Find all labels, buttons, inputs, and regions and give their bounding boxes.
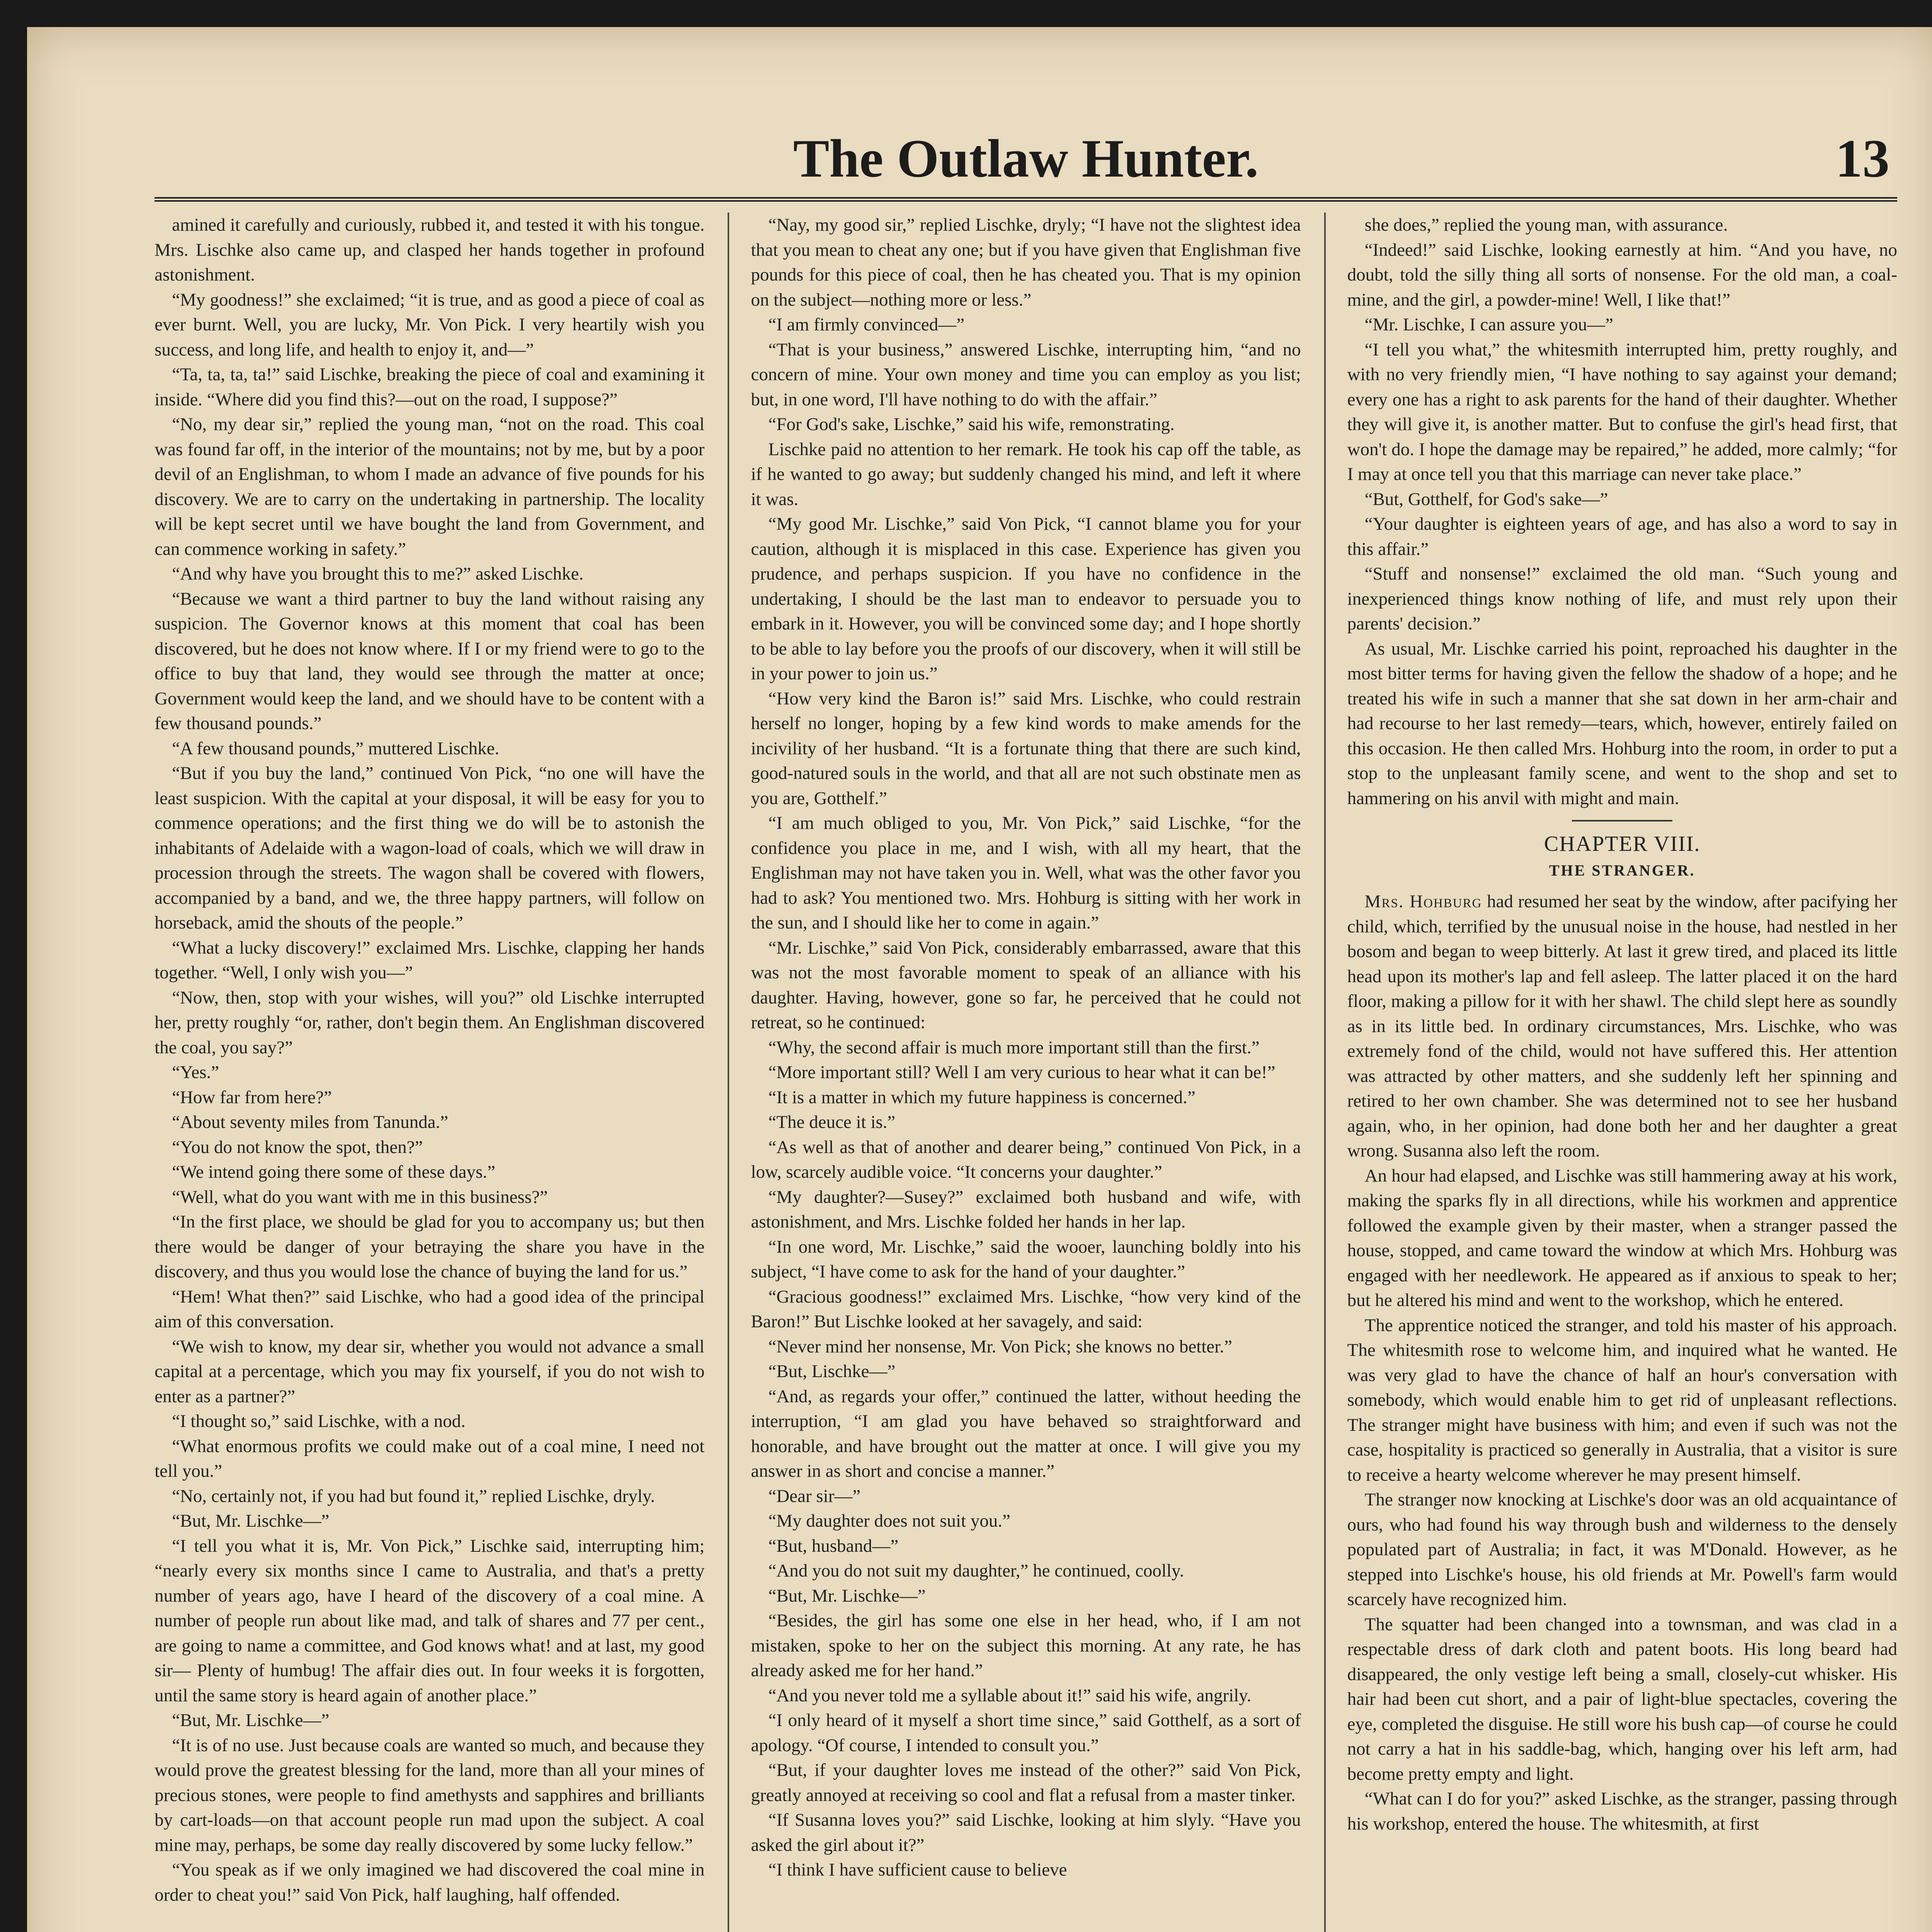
paragraph: “Why, the second affair is much more important still than the first.”: [768, 1037, 1260, 1058]
paragraph: “Now, then, stop with your wishes, will you?” old Lischke interrupted her, pretty roughly “or, rather, don't begin them. An Englishman discovered the coal, you say?”: [155, 987, 705, 1058]
paragraph: “Mr. Lischke, I can assure you—”: [1364, 315, 1614, 335]
page-number: 13: [1835, 129, 1889, 189]
column-3: [1324, 213, 1897, 1932]
paragraph: “But if you buy the land,” continued Von Pick, “no one will have the least suspicion. With the capital at your disposal, it will be easy for you to commence operations; and the first thing we do will be to astonish the inhabitants of Adelaide with a wagon-load of coals, which we will draw in procession through the streets. The wagon shall be covered with flowers, accompanied by a band, and we, the three happy partners, will follow on horseback, amid the shouts of the people.”: [155, 763, 705, 933]
paragraph: “And why have you brought this to me?” asked Lischke.: [172, 564, 584, 584]
paragraph: “Besides, the girl has some one else in her head, who, if I am not mistaken, spoke to her on the subject this morning. At any rate, he has already asked me for her hand.”: [751, 1611, 1301, 1680]
paragraph: “And you never told me a syllable about it!” said his wife, angrily.: [768, 1685, 1252, 1706]
paragraph: “In the first place, we should be glad for you to accompany us; but then there would be danger of your betraying the share you have in the discovery, and thus you would lose the chance of buying the land for us.”: [155, 1212, 705, 1282]
paragraph: “We wish to know, my dear sir, whether you would not advance a small capital at a percentage, which you may fix yourself, if you do not wish to enter as a partner?”: [155, 1336, 705, 1406]
paragraph: “I tell you what it is, Mr. Von Pick,” Lischke said, interrupting him; “nearly every six months since I came to Australia, and that's a pretty number of years ago, have I heard of the discovery of a coal mine. A number of people run about like mad, and talk of shares and 77 per cent., are going to name a committee, and God knows what! and at last, my good sir— Plenty of humbug! The affair dies out. In four weeks it is forgotten, until the same story is heard again of another place.”: [155, 1536, 705, 1706]
column-1: [155, 213, 704, 1932]
column-2: [728, 213, 1301, 1932]
running-title: The Outlaw Hunter.: [793, 129, 1259, 189]
paragraph: she does,” replied the young man, with assurance.: [1364, 215, 1728, 235]
chapter-heading: CHAPTER VIII.: [1544, 832, 1701, 856]
paragraph: “No, certainly not, if you had but found it,” replied Lischke, dryly.: [172, 1486, 655, 1506]
paragraph: “Well, what do you want with me in this business?”: [172, 1187, 548, 1207]
paragraph: “But, husband—”: [768, 1536, 899, 1556]
paragraph: “You do not know the spot, then?”: [172, 1137, 423, 1157]
paragraph: “But, Mr. Lischke—”: [172, 1710, 330, 1730]
paragraph: “For God's sake, Lischke,” said his wife, remonstrating.: [768, 414, 1175, 434]
paragraph: “In one word, Mr. Lischke,” said the wooer, launching boldly into his subject, “I have come to ask for the hand of your daughter.”: [751, 1236, 1301, 1282]
paragraph: “Ta, ta, ta, ta!” said Lischke, breaking the piece of coal and examining it inside. “Where did you find this?—out on the road, I suppose?”: [155, 364, 705, 410]
paragraph: “I tell you what,” the whitesmith interrupted him, pretty roughly, and with no very friendly mien, “I have nothing to say against your demand; every one has a right to ask parents for the hand of their daughter. Whether they will give it, is another matter. But to confuse the girl's head first, that won't do. I hope the damage may be repaired,” he added, more calmly; “for I may at once tell you that this marriage can never take place.”: [1347, 339, 1897, 484]
paragraph: “My good Mr. Lischke,” said Von Pick, “I cannot blame you for your caution, although it is misplaced in this case. Experience has given you prudence, and perhaps suspicion. If you have no confidence in the undertaking, I should be the last man to endeavor to persuade you to embark in it. However, you will be convinced some day; and I hope shortly to be able to lay before you the proofs of our discovery, when it will still be in your power to join us.”: [751, 514, 1301, 684]
paragraph: “No, my dear sir,” replied the young man, “not on the road. This coal was found far off, in the interior of the mountains; not by me, but by a poor devil of an Englishman, to whom I made an advance of five pounds for his discovery. We are to carry on the undertaking in partnership. The locality will be kept secret until we have bought the land from Government, and can commence working in safety.”: [155, 414, 705, 559]
paragraph: “How far from here?”: [172, 1087, 332, 1107]
paragraph: “Nay, my good sir,” replied Lischke, dryly; “I have not the slightest idea that you mean to cheat any one; but if you have given that Englishman five pounds for this piece of coal, then he has cheated you. That is my opinion on the subject—nothing more or less.”: [751, 215, 1301, 310]
paragraph: amined it carefully and curiously, rubbed it, and tested it with his tongue. Mrs. Lischke also came up, and clasped her hands together in profound astonishment.: [155, 215, 705, 285]
paragraph: “As well as that of another and dearer being,” continued Von Pick, in a low, scarcely audible voice. “It concerns your daughter.”: [751, 1137, 1301, 1182]
paragraph: “What a lucky discovery!” exclaimed Mrs. Lischke, clapping her hands together. “Well, I only wish you—”: [155, 937, 705, 983]
paragraph: “Because we want a third partner to buy the land without raising any suspicion. The Governor knows at this moment that coal has been discovered, but he does not know where. If I or my friend were to go to the office to buy that land, they would see through the matter at once; Government would keep the land, and we should have to be content with a few thousand pounds.”: [155, 588, 705, 733]
paragraph: “My daughter does not suit you.”: [768, 1511, 1010, 1531]
text-columns: [155, 213, 1897, 1932]
chapter-first-paragraph: had resumed her seat by the window, after pacifying her child, which, terrified by the unusual noise in the house, had nestled in her bosom and began to weep bitterly. At last it grew tired, and placed its little head upon its mother's lap and fell asleep. The latter placed it on the hard floor, making a pillow for it with her shawl. The child slept here as soundly as in its little bed. In ordinary circumstances, Mrs. Lischke, who was extremely fond of the child, would not have suffered this. Her attention was attracted by other matters, and she suddenly left her spinning and retired to her own chamber. She was determined not to see her husband again, who, in her opinion, had done both her and her daughter a great wrong. Susanna also left the room.: [1347, 891, 1897, 1161]
paragraph: “Hem! What then?” said Lischke, who had a good idea of the principal aim of this conversation.: [155, 1286, 705, 1332]
paragraph: “That is your business,” answered Lischke, interrupting him, “and no concern of mine. Your own money and time you can employ as you list; but, in one word, I'll have nothing to do with the affair.”: [751, 339, 1301, 410]
paragraph: “I think I have sufficient cause to believe: [768, 1860, 1067, 1880]
paragraph: The squatter had been changed into a townsman, and was clad in a respectable dress of dark cloth and patent boots. His long beard had disappeared, the only vestige left being a small, closely-cut whisker. His hair had been cut short, and a pair of light-blue spectacles, covering the eye, completed the disguise. He still wore his bush cap—of course he could not carry a hat in his saddle-bag, which, hanging over his left arm, had become pretty empty and light.: [1347, 1614, 1897, 1784]
paragraph: “I thought so,” said Lischke, with a nod.: [172, 1411, 466, 1431]
paragraph: “I am much obliged to you, Mr. Von Pick,” said Lischke, “for the confidence you place in me, and I wish, with all my heart, that the Englishman may not have taken you in. Well, what was the other favor you had to ask? You mentioned two. Mrs. Hohburg is sitting with her work in the sun, and I should like her to come in again.”: [751, 813, 1301, 933]
paragraph: “The deuce it is.”: [768, 1112, 896, 1132]
paragraph: “Dear sir—”: [768, 1486, 861, 1506]
column-3-bottom: [1347, 1163, 1897, 1837]
paragraph: “I am firmly convinced—”: [768, 315, 964, 335]
paragraph: “About seventy miles from Tanunda.”: [172, 1112, 449, 1132]
paragraph: “It is a matter in which my future happiness is concerned.”: [768, 1087, 1196, 1107]
paragraph: “A few thousand pounds,” muttered Lischke.: [172, 738, 500, 759]
paragraph: “Indeed!” said Lischke, looking earnestly at him. “And you have, no doubt, told the silly thing all sorts of nonsense. For the old man, a coal-mine, and the girl, a powder-mine! Well, I like that!”: [1347, 240, 1897, 310]
paragraph: As usual, Mr. Lischke carried his point, reproached his daughter in the most bitter terms for having given the fellow the shadow of a hope; and he treated his wife in such a manner that she sat down in her arm-chair and had recourse to her last remedy—tears, which, however, entirely failed on this occasion. He then called Mrs. Hohburg into the room, in order to put a stop to the unpleasant family scene, and went to the shop and set to hammering on his anvil with might and main.: [1347, 638, 1897, 808]
paragraph: “My goodness!” she exclaimed; “it is true, and as good a piece of coal as ever burnt. Well, you are lucky, Mr. Von Pick. I very heartily wish you success, and long life, and health to enjoy it, and—”: [155, 289, 705, 360]
paragraph: “It is of no use. Just because coals are wanted so much, and because they would prove the greatest blessing for the land, more than all your mines of precious stones, were people to find amethysts and sapphires and brilliants by cart-loads—on that account people run mad upon the subject. A coal mine may, perhaps, be some day really discovered by some lucky fellow.”: [155, 1735, 705, 1855]
paragraph: “And you do not suit my daughter,” he continued, coolly.: [768, 1561, 1184, 1581]
paragraph: “And, as regards your offer,” continued the latter, without heeding the interruption, “I am glad you have behaved so straightforward and honorable, and have brought out the matter at once. I will give you my answer in as short and concise a manner.”: [751, 1386, 1301, 1481]
chapter-lead-words: Mrs. Hohburg: [1364, 891, 1482, 912]
paragraph: “Yes.”: [172, 1062, 219, 1082]
paragraph: The apprentice noticed the stranger, and told his master of his approach. The whitesmith rose to welcome him, and inquired what he wanted. He was very glad to have the chance of half an hour's conversation with somebody, which would enable him to get rid of unpleasant reflections. The stranger might have business with him; and even if such was not the case, hospitality is practiced so generally in Australia, that a visitor is sure to receive a hearty welcome wherever he may present himself.: [1347, 1315, 1897, 1485]
paragraph: “Never mind her nonsense, Mr. Von Pick; she knows no better.”: [768, 1336, 1232, 1357]
paragraph: “How very kind the Baron is!” said Mrs. Lischke, who could restrain herself no longer, hoping by a few kind words to make amends for the incivility of her husband. “It is a fortunate thing that there are such kind, good-natured souls in the world, and that all are not such obstinate men as you are, Gotthelf.”: [751, 688, 1301, 808]
paragraph: “My daughter?—Susey?” exclaimed both husband and wife, with astonishment, and Mrs. Lischke folded her hands in her lap.: [751, 1187, 1301, 1232]
paragraph: “If Susanna loves you?” said Lischke, looking at him slyly. “Have you asked the girl about it?”: [751, 1810, 1301, 1855]
column-3-top: [1347, 213, 1897, 811]
paragraph: “Stuff and nonsense!” exclaimed the old man. “Such young and inexperienced things know nothing of life, and must rely upon their parents' decision.”: [1347, 564, 1897, 634]
paragraph: “But, Lischke—”: [768, 1361, 896, 1381]
paragraph: “Your daughter is eighteen years of age, and has also a word to say in this affair.”: [1347, 514, 1897, 559]
paragraph: “More important still? Well I am very curious to hear what it can be!”: [768, 1062, 1276, 1082]
paragraph: “Gracious goodness!” exclaimed Mrs. Lischke, “how very kind of the Baron!” But Lischke looked at her savagely, and said:: [751, 1286, 1301, 1332]
paragraph: “But, Mr. Lischke—”: [768, 1585, 926, 1606]
paragraph: “But, if your daughter loves me instead of the other?” said Von Pick, greatly annoyed at receiving so cool and flat a refusal from a master tinker.: [751, 1760, 1301, 1805]
paragraph: “We intend going there some of these days.”: [172, 1162, 495, 1182]
paragraph: [1347, 889, 1897, 1163]
chapter-divider: [1572, 820, 1672, 821]
paragraph: Lischke paid no attention to her remark. He took his cap off the table, as if he wanted to go away; but suddenly changed his mind, and left it where it was.: [751, 439, 1301, 509]
paragraph: The stranger now knocking at Lischke's door was an old acquaintance of ours, who had found his way through bush and wilderness to the densely populated part of Australia; in fact, it was M'Donald. However, as he stepped into Lischke's house, his old friends at Mr. Powell's farm would scarcely have recognized him.: [1347, 1490, 1897, 1609]
paragraph: “What enormous profits we could make out of a coal mine, I need not tell you.”: [155, 1436, 705, 1481]
page-header: [155, 85, 1897, 202]
paragraph: “What can I do for you?” asked Lischke, as the stranger, passing through his workshop, entered the house. The whitesmith, at first: [1347, 1789, 1897, 1834]
paragraph: “You speak as if we only imagined we had discovered the coal mine in order to cheat you!” said Von Pick, half laughing, half offended.: [155, 1860, 705, 1905]
paragraph: “But, Mr. Lischke—”: [172, 1511, 330, 1531]
paragraph: “Mr. Lischke,” said Von Pick, considerably embarrassed, aware that this was not the most favorable moment to speak of an alliance with his daughter. Having, however, gone so far, he perceived that he could not retreat, so he continued:: [751, 937, 1301, 1032]
paragraph: An hour had elapsed, and Lischke was still hammering away at his work, making the sparks fly in all directions, while his workmen and apprentice followed the example given by their master, when a stranger passed the house, stopped, and came toward the window at which Mrs. Hohburg was engaged with her needlework. He appeared as if anxious to speak to her; but he altered his mind and went to the workshop, which he entered.: [1347, 1165, 1897, 1310]
chapter-subtitle: THE STRANGER.: [1549, 861, 1696, 879]
paragraph: “I only heard of it myself a short time since,” said Gotthelf, as a sort of apology. “Of course, I intended to consult you.”: [751, 1710, 1301, 1755]
newspaper-page: [27, 27, 1932, 1932]
paragraph: “But, Gotthelf, for God's sake—”: [1364, 489, 1608, 509]
